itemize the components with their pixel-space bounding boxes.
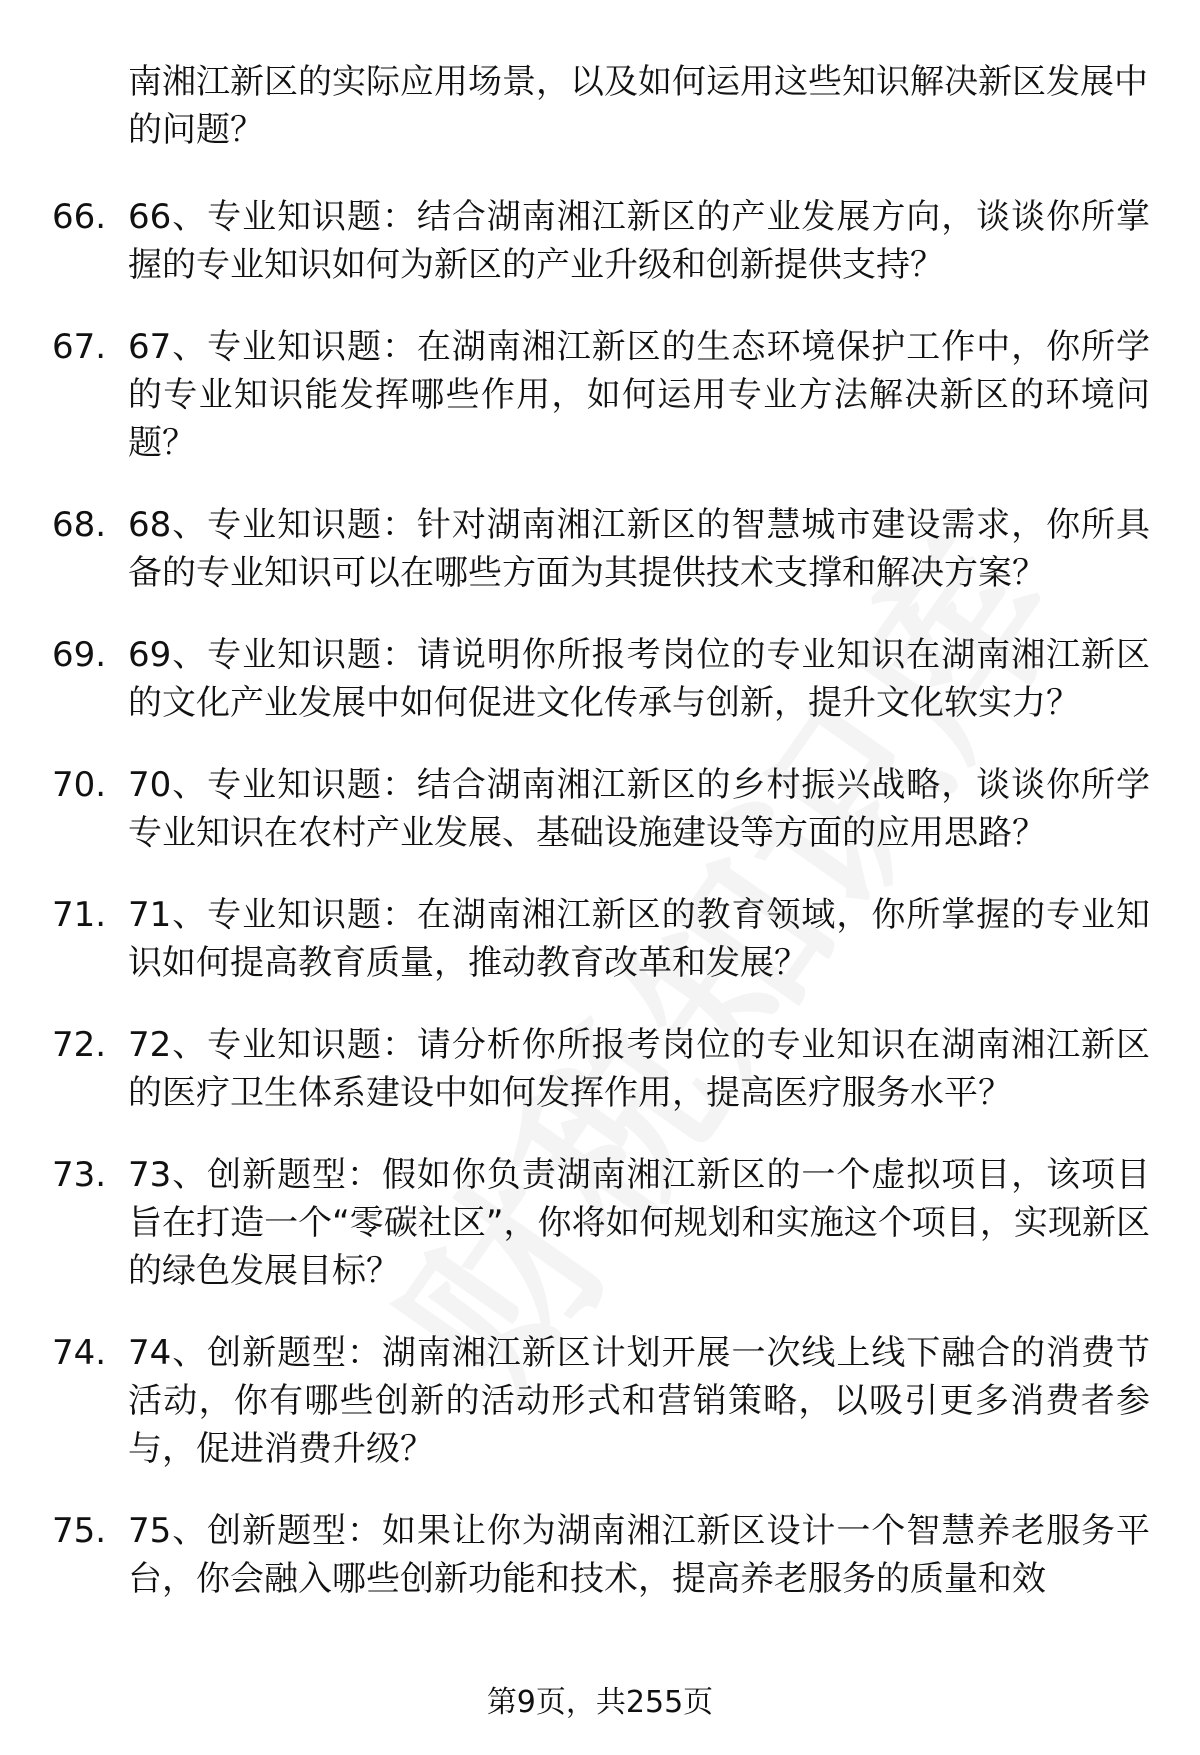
question-number: 74. [52,1333,107,1373]
question-text: 71、专业知识题：在湖南湘江新区的教育领域，你所掌握的专业知识如何提高教育质量，推动教育改革和发展？ [128,895,1150,983]
question-number: 66. [52,197,107,237]
question-text: 75、创新题型：如果让你为湖南湘江新区设计一个智慧养老服务平台，你会融入哪些创新功能和技术，提高养老服务的质量和效 [128,1511,1150,1599]
question-number: 75. [52,1511,107,1551]
question-list [0,193,1200,1637]
question-number: 68. [52,505,107,545]
continuation-paragraph: 南湘江新区的实际应用场景，以及如何运用这些知识解决新区发展中的问题？ [128,62,1148,150]
question-text: 70、专业知识题：结合湖南湘江新区的乡村振兴战略，谈谈你所学专业知识在农村产业发展、基础设施建设等方面的应用思路？ [128,765,1150,853]
question-text: 74、创新题型：湖南湘江新区计划开展一次线上线下融合的消费节活动，你有哪些创新的活动形式和营销策略，以吸引更多消费者参与，促进消费升级？ [128,1333,1150,1469]
question-item-70 [0,761,1200,857]
question-item-71 [0,891,1200,987]
question-item-72 [0,1021,1200,1117]
question-text: 68、专业知识题：针对湖南湘江新区的智慧城市建设需求，你所具备的专业知识可以在哪些方面为其提供技术支撑和解决方案？ [128,505,1150,593]
question-item-68 [0,501,1200,597]
question-item-74 [0,1329,1200,1473]
question-text: 67、专业知识题：在湖南湘江新区的生态环境保护工作中，你所学的专业知识能发挥哪些作用，如何运用专业方法解决新区的环境问题？ [128,327,1150,463]
question-number: 69. [52,635,107,675]
question-item-75 [0,1507,1200,1603]
question-text: 72、专业知识题：请分析你所报考岗位的专业知识在湖南湘江新区的医疗卫生体系建设中如何发挥作用，提高医疗服务水平？ [128,1025,1150,1113]
question-item-67 [0,323,1200,467]
question-text: 69、专业知识题：请说明你所报考岗位的专业知识在湖南湘江新区的文化产业发展中如何促进文化传承与创新，提升文化软实力？ [128,635,1150,723]
question-number: 73. [52,1155,107,1195]
question-item-73 [0,1151,1200,1295]
question-number: 70. [52,765,107,805]
question-number: 72. [52,1025,107,1065]
page-footer: 第9页，共255页 [486,1685,714,1720]
question-text: 66、专业知识题：结合湖南湘江新区的产业发展方向，谈谈你所掌握的专业知识如何为新区的产业升级和创新提供支持？ [128,197,1150,285]
question-item-69 [0,631,1200,727]
question-number: 67. [52,327,107,367]
question-number: 71. [52,895,107,935]
question-text: 73、创新题型：假如你负责湖南湘江新区的一个虚拟项目，该项目旨在打造一个“零碳社区”，你将如何规划和实施这个项目，实现新区的绿色发展目标？ [128,1155,1150,1291]
question-item-66 [0,193,1200,289]
